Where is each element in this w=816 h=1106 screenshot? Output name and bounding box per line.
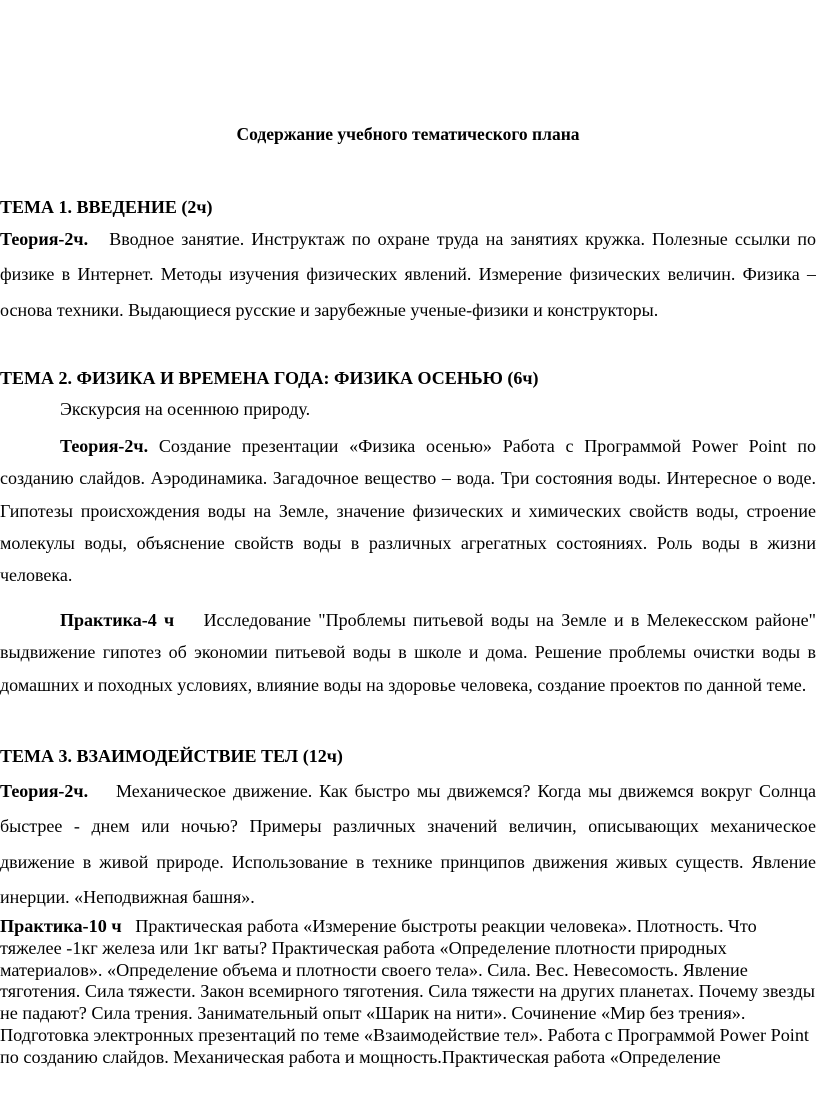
topic-3-practice	[0, 916, 816, 1069]
topic-2-practice-label: Практика-4 ч	[60, 610, 175, 630]
topic-2-excursion: Экскурсия на осеннюю природу.	[60, 399, 311, 419]
topic-2-heading: ТЕМА 2. ФИЗИКА И ВРЕМЕНА ГОДА: ФИЗИКА ОСЕНЬЮ (6ч)	[0, 368, 539, 388]
topic-3-practice-label: Практика-10 ч	[0, 916, 122, 936]
topic-3-theory-text: Механическое движение. Как быстро мы движемся? Когда мы движемся вокруг Солнца быстрее - днем или ночью? Примеры различных значений величин, описывающих механическое движение в живой природе. Использование в технике принципов движения живых существ. Явление инерции. «Неподвижная башня».	[0, 781, 816, 908]
topic-2-theory-label: Теория-2ч.	[60, 436, 149, 456]
document-title: Содержание учебного тематического плана	[236, 124, 580, 144]
topic-2-theory	[0, 430, 816, 591]
topic-1-heading: ТЕМА 1. ВВЕДЕНИЕ (2ч)	[0, 197, 213, 217]
topic-3-heading: ТЕМА 3. ВЗАИМОДЕЙСТВИЕ ТЕЛ (12ч)	[0, 746, 343, 766]
topic-1-theory-label: Теория-2ч.	[0, 229, 89, 249]
topic-1-theory	[0, 222, 816, 328]
topic-1-theory-text: Вводное занятие. Инструктаж по охране труда на занятиях кружка. Полезные ссылки по физике в Интернет. Методы изучения физических явлений. Измерение физических величин. Физика – основа техники. Выдающиеся русские и зарубежные ученые-физики и конструкторы.	[0, 229, 816, 320]
topic-2-theory-text: Создание презентации «Физика осенью» Работа с Программой Power Point по созданию слайдов. Аэродинамика. Загадочное вещество – вода. Три состояния воды. Интересное о воде. Гипотезы происхождения воды на Земле, значение физических и химических свойств воды, строение молекулы воды, объяснение свойств воды в различных агрегатных состояниях. Роль воды в жизни человека.	[0, 436, 816, 586]
topic-3-theory	[0, 774, 816, 916]
topic-2-practice	[0, 604, 816, 701]
topic-3-theory-label: Теория-2ч.	[0, 781, 89, 801]
topic-3-practice-text: Практическая работа «Измерение быстроты реакции человека». Плотность. Что тяжелее -1кг железа или 1кг ваты? Практическая работа «Определение плотности природных материалов». «Определение объема и плотности своего тела». Сила. Вес. Невесомость. Явление тяготения. Сила тяжести. Закон всемирного тяготения. Сила тяжести на других планетах. Почему звезды не падают? Сила трения. Занимательный опыт «Шарик на нити». Сочинение «Мир без трения». Подготовка электронных презентаций по теме «Взаимодействие тел». Работа с Программой Power Point по созданию слайдов. Механическая работа и мощность.Практическая работа «Определение	[0, 916, 815, 1067]
topic-2-practice-text: Исследование "Проблемы питьевой воды на Земле и в Мелекесском районе" выдвижение гипотез об экономии питьевой воды в школе и дома. Решение проблемы очистки воды в домашних и походных условиях, влияние воды на здоровье человека, создание проектов по данной теме.	[0, 610, 816, 695]
